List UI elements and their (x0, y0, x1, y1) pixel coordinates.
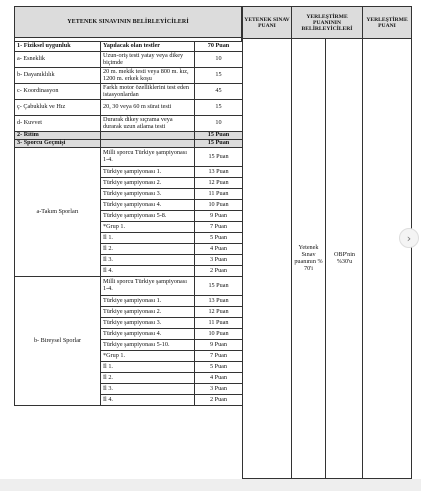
column-determinants-header: YERLEŞTİRME PUANININ BELİRLEYİCİLERİ (292, 7, 362, 39)
column-talent-score (242, 6, 292, 479)
achievement-points: 5 Puan (195, 233, 243, 244)
section-history-empty (101, 140, 195, 148)
achievement-points: 5 Puan (195, 362, 243, 373)
achievement-points: 9 Puan (195, 340, 243, 351)
achievement-label: Türkiye şampiyonası 5-10. (101, 340, 195, 351)
achievement-label: İl 3. (101, 255, 195, 266)
section-rhythm-empty (101, 132, 195, 140)
achievement-label: Türkiye şampiyonası 4. (101, 329, 195, 340)
achievement-points: 15 Puan (195, 148, 243, 167)
achievement-label: Türkiye şampiyonası 3. (101, 318, 195, 329)
achievement-points: 2 Puan (195, 266, 243, 277)
section-physical-header (15, 42, 243, 52)
table-row (15, 277, 243, 296)
achievement-points: 12 Puan (195, 307, 243, 318)
achievement-points: 15 Puan (195, 277, 243, 296)
achievement-label: İl 1. (101, 362, 195, 373)
table-row (15, 100, 243, 116)
section-history-title: 3- Sporcu Geçmişi (15, 140, 101, 148)
fitness-component-points: 10 (195, 52, 243, 68)
fitness-component-name: ç- Çabukluk ve Hız (15, 100, 101, 116)
achievement-points: 3 Puan (195, 255, 243, 266)
section-history-points: 15 Puan (195, 140, 243, 148)
achievement-label: Milli sporcu Türkiye şampiyonası 1-4. (101, 277, 195, 296)
fitness-test-description: Durarak dikey sıçrama veya durarak uzun atlama testi (101, 116, 195, 132)
achievement-label: Türkiye şampiyonası 2. (101, 307, 195, 318)
gpa-share (327, 38, 362, 478)
achievement-label: Türkiye şampiyonası 3. (101, 189, 195, 200)
achievement-label: Milli sporcu Türkiye şampiyonası 1-4. (101, 148, 195, 167)
gpa-share-text: OBP'nin %30'u (333, 251, 356, 265)
bottom-bar (0, 479, 421, 491)
section-history-row (15, 140, 243, 148)
section-rhythm-title: 2- Ritim (15, 132, 101, 140)
chevron-right-icon: › (406, 231, 412, 245)
column-talent-score-header: YETENEK SINAV PUANI (243, 7, 291, 39)
achievement-points: 13 Puan (195, 167, 243, 178)
fitness-test-description: 20, 30 veya 60 m sürat testi (101, 100, 195, 116)
achievement-label: Türkiye şampiyonası 4. (101, 200, 195, 211)
achievement-label: *Grup 1. (101, 351, 195, 362)
achievement-points: 7 Puan (195, 351, 243, 362)
achievement-label: Türkiye şampiyonası 2. (101, 178, 195, 189)
achievement-label: *Grup 1. (101, 222, 195, 233)
achievement-points: 13 Puan (195, 296, 243, 307)
fitness-component-name: a- Esneklik (15, 52, 101, 68)
table-row (15, 148, 243, 167)
achievement-label: İl 2. (101, 244, 195, 255)
achievement-label: İl 4. (101, 266, 195, 277)
table-row (15, 52, 243, 68)
achievement-points: 10 Puan (195, 329, 243, 340)
achievement-points: 4 Puan (195, 373, 243, 384)
table-row (15, 116, 243, 132)
individual-sports-label: b- Bireysel Sporlar (15, 277, 101, 406)
achievement-points: 2 Puan (195, 395, 243, 406)
section-rhythm-points: 15 Puan (195, 132, 243, 140)
tests-column-header: Yapılacak olan testler (101, 42, 195, 52)
fitness-test-description: Uzun-oriş testi yatay veya dikey biçimde (101, 52, 195, 68)
table-title: YETENEK SINAVININ BELİRLEYİCİLERİ (14, 6, 242, 38)
section-physical-points: 70 Puan (195, 42, 243, 52)
achievement-label: İl 4. (101, 395, 195, 406)
achievement-points: 12 Puan (195, 178, 243, 189)
achievement-label: Türkiye şampiyonası 1. (101, 167, 195, 178)
achievement-label: Türkiye şampiyonası 1. (101, 296, 195, 307)
achievement-points: 9 Puan (195, 211, 243, 222)
achievement-points: 7 Puan (195, 222, 243, 233)
table-row (15, 68, 243, 84)
team-sports-label: a-Takım Sporları (15, 148, 101, 277)
fitness-test-description: Farklı motor özelliklerini test eden istasyonlardan (101, 84, 195, 100)
achievement-points: 3 Puan (195, 384, 243, 395)
achievement-label: İl 2. (101, 373, 195, 384)
column-placement-score-header: YERLEŞTİRME PUANI (363, 7, 411, 39)
fitness-component-points: 15 (195, 100, 243, 116)
achievement-label: İl 3. (101, 384, 195, 395)
fitness-test-description: 20 m. mekik testi veya 800 m. kız, 1200 m. erkek koşu (101, 68, 195, 84)
criteria-table (14, 41, 243, 406)
fitness-component-points: 10 (195, 116, 243, 132)
table-row (15, 84, 243, 100)
talent-score-share (292, 38, 326, 478)
fitness-component-name: b- Dayanıklılık (15, 68, 101, 84)
achievement-label: Türkiye şampiyonası 5-8. (101, 211, 195, 222)
achievement-points: 11 Puan (195, 189, 243, 200)
document-page (14, 6, 412, 479)
section-physical-title: 1- Fiziksel uygunluk (15, 42, 101, 52)
fitness-component-name: c- Koordinasyon (15, 84, 101, 100)
achievement-points: 11 Puan (195, 318, 243, 329)
fitness-component-points: 45 (195, 84, 243, 100)
fitness-component-name: d- Kuvvet (15, 116, 101, 132)
next-page-button[interactable] (399, 228, 419, 248)
talent-score-share-text: Yetenek Sınav puanının % 70'i (294, 244, 323, 272)
achievement-points: 4 Puan (195, 244, 243, 255)
achievement-label: İl 1. (101, 233, 195, 244)
column-determinants (291, 6, 363, 479)
achievement-points: 10 Puan (195, 200, 243, 211)
fitness-component-points: 15 (195, 68, 243, 84)
